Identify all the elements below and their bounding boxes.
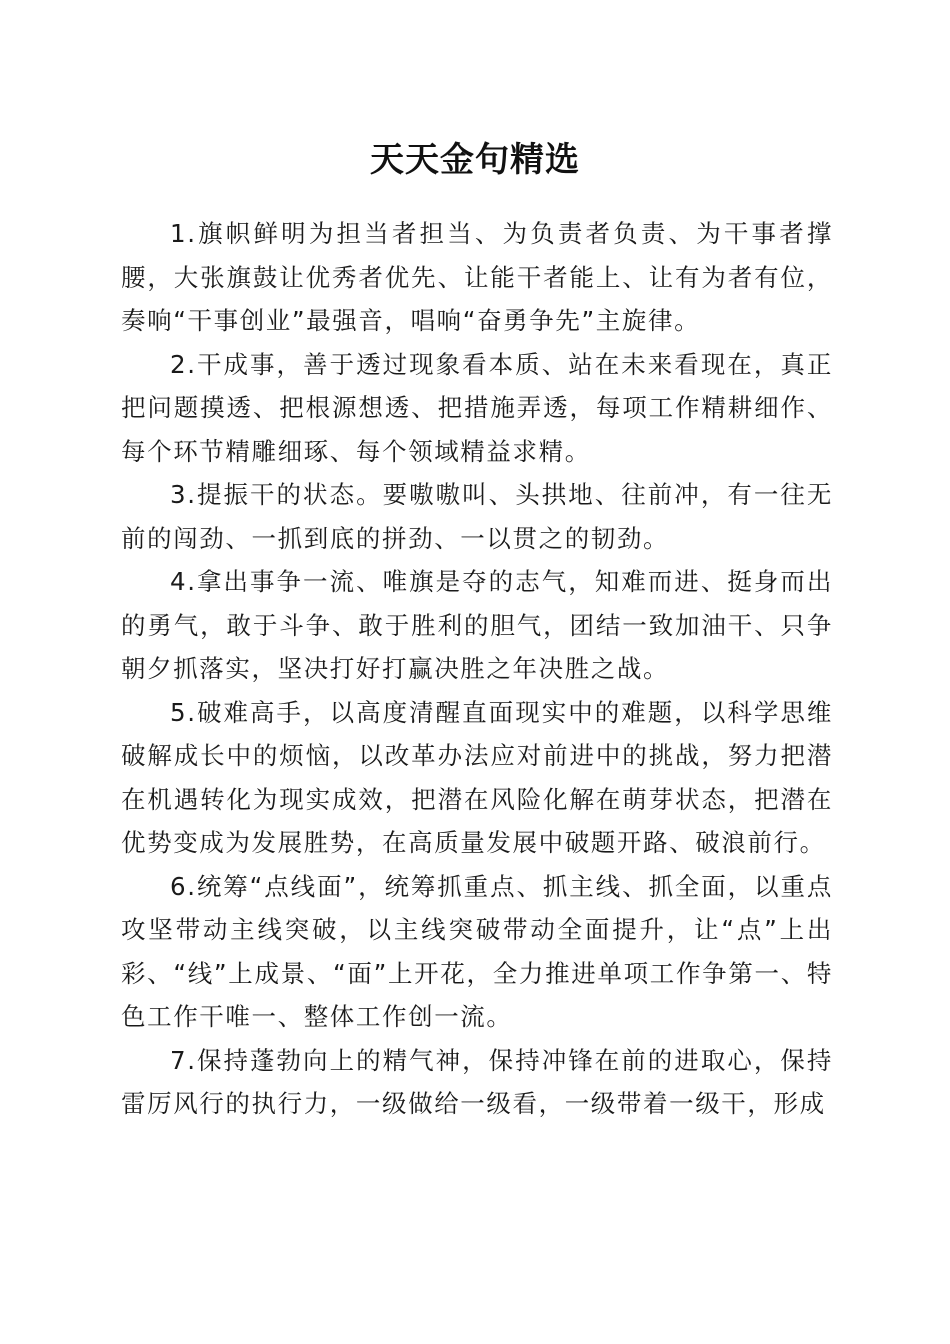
paragraph-1: 1.旗帜鲜明为担当者担当、为负责者负责、为干事者撑腰，大张旗鼓让优秀者优先、让能干者能上、让有为者有位，奏响“干事创业”最强音，唱响“奋勇争先”主旋律。 [121, 219, 833, 335]
paragraph-2: 2.干成事，善于透过现象看本质、站在未来看现在，真正把问题摸透、把根源想透、把措施弄透，每项工作精耕细作、每个环节精雕细琢、每个领域精益求精。 [121, 349, 833, 466]
paragraph-4: 4.拿出事争一流、唯旗是夺的志气，知难而进、挺身而出的勇气，敢于斗争、敢于胜利的胆气，团结一致加油干、只争朝夕抓落实，坚决打好打赢决胜之年决胜之战。 [121, 567, 833, 683]
document-body [121, 212, 833, 1126]
paragraph-5: 5.破难高手，以高度清醒直面现实中的难题，以科学思维破解成长中的烦恼，以改革办法应对前进中的挑战，努力把潜在机遇转化为现实成效，把潜在风险化解在萌芽状态，把潜在优势变成为发展胜势，在高质量发展中破题开路、破浪前行。 [121, 697, 833, 857]
paragraph-6: 6.统筹“点线面”，统筹抓重点、抓主线、抓全面，以重点攻坚带动主线突破，以主线突破带动全面提升，让“点”上出彩、“线”上成景、“面”上开花，全力推进单项工作争第一、特色工作干唯一、整体工作创一流。 [121, 871, 833, 1031]
paragraph-3: 3.提振干的状态。要嗷嗷叫、头拱地、往前冲，有一往无前的闯劲、一抓到底的拼劲、一以贯之的韧劲。 [121, 480, 833, 553]
paragraph-7: 7.保持蓬勃向上的精气神，保持冲锋在前的进取心，保持雷厉风行的执行力，一级做给一级看，一级带着一级干，形成 [121, 1045, 833, 1118]
page-title: 天天金句精选 [370, 140, 580, 180]
